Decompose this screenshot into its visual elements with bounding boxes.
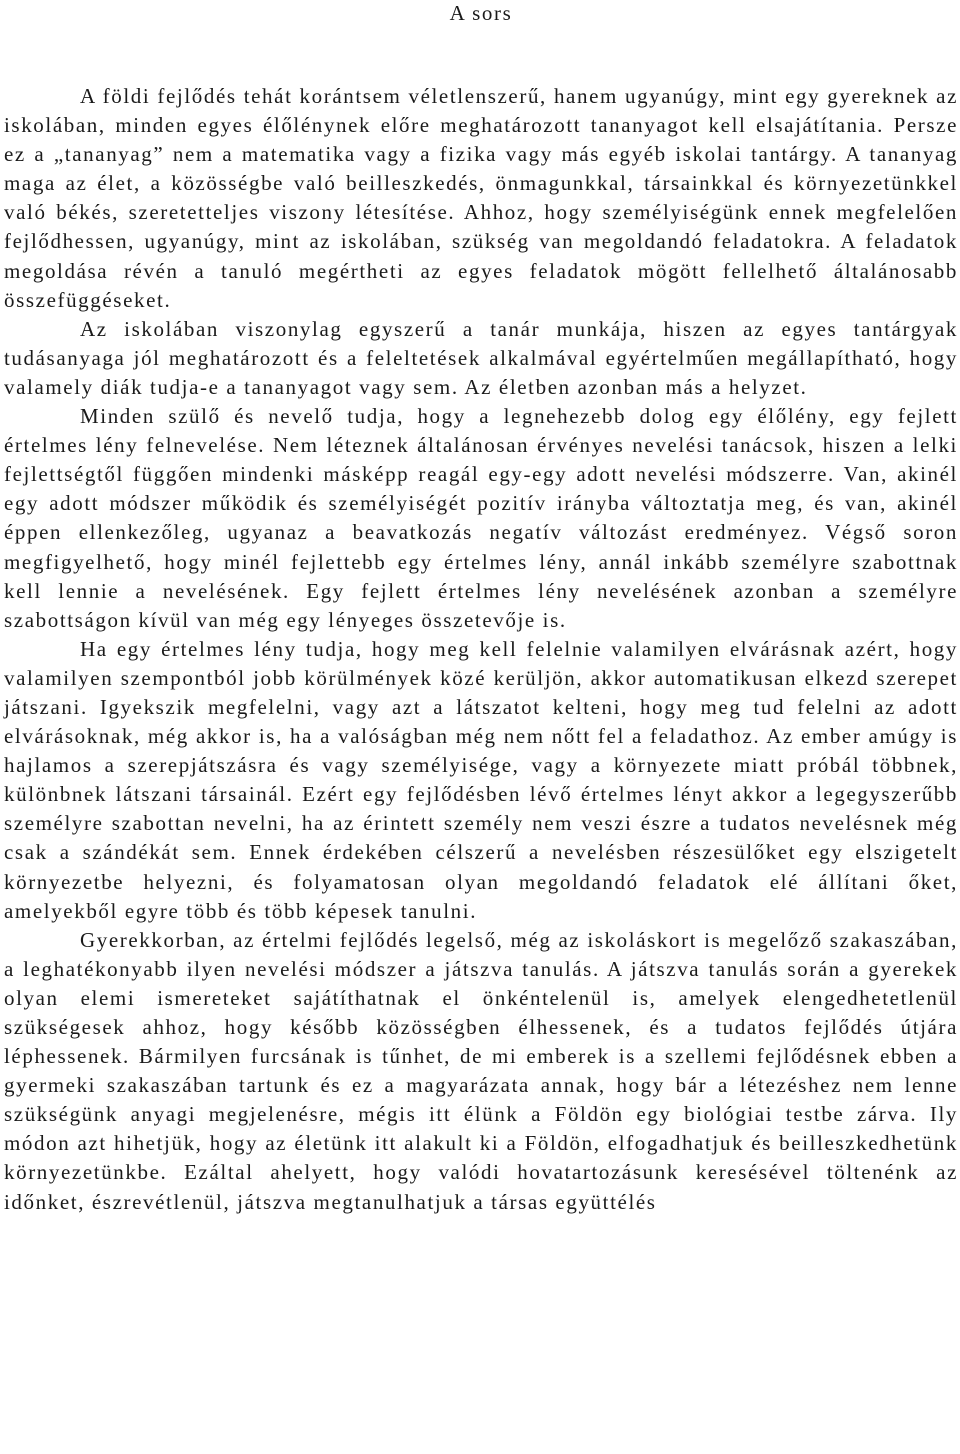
document-page <box>4 0 958 1217</box>
paragraph-2: Az iskolában viszonylag egyszerű a tanár munkája, hiszen az egyes tantárgyak tudásanyaga jól meghatározott és a feleltetések alkalmával egyértelműen megállapítható, hogy valamely diák tudja-e a tananyagot vagy sem. Az életben azonban más a helyzet. <box>4 316 958 399</box>
paragraph-5: Gyerekkorban, az értelmi fejlődés legelső, még az iskoláskort is megelőző szakaszában, a leghatékonyabb ilyen nevelési módszer a játszva tanulás. A játszva tanulás során a gyerekek olyan elemi ismereteket sajátíthatnak el önkéntelenül is, amelyek elengedhetetlenül szükségesek ahhoz, hogy később közösségben élhessenek, és a tudatos fejlődés útjára léphessenek. Bármilyen furcsának is tűnhet, de mi emberek is a szellemi fejlődésnek ebben a gyermeki szakaszában tartunk és ez a magyarázata annak, hogy bár a létezéshez nem lenne szükségünk anyagi megjelenésre, mégis itt élünk a Földön egy biológiai testbe zárva. Ily módon azt hihetjük, hogy az életünk itt alakult ki a Földön, elfogadhatjuk és beilleszkedhetünk környezetünkbe. Ezáltal ahelyett, hogy valódi hovatartozásunk keresésével töltenénk az időnket, észrevétlenül, játszva megtanulhatjuk a társas együttélés <box>4 927 958 1214</box>
paragraph-1: A földi fejlődés tehát korántsem véletlenszerű, hanem ugyanúgy, mint egy gyereknek az iskolában, minden egyes élőlénynek előre meghatározott tananyagot kell elsajátítania. Persze ez a „tananyag” nem a matematika vagy a fizika vagy más egyéb iskolai tantárgy. A tananyag maga az élet, a közösségbe való beilleszkedés, önmagunkkal, társainkkal és környezetünkkel való békés, szeretetteljes viszony létesítése. Ahhoz, hogy személyiségünk ennek megfelelően fejlődhessen, ugyanúgy, mint az iskolában, szükség van megoldandó feladatokra. A feladatok megoldása révén a tanuló megértheti az egyes feladatok mögött fellelhető általánosabb összefüggéseket. <box>4 84 958 312</box>
title-spacer <box>4 29 958 82</box>
paragraph-3: Minden szülő és nevelő tudja, hogy a legnehezebb dolog egy élőlény, egy fejlett értelmes lény felnevelése. Nem léteznek általánosan érvényes nevelési tanácsok, hiszen a lelki fejlettségtől függően mindenki másképp reagál egy-egy adott nevelési módszerre. Van, akinél egy adott módszer működik és személyiségét pozitív irányba változtatja meg, és van, akinél éppen ellenkezőleg, ugyanaz a beavatkozás negatív változást eredményez. Végső soron megfigyelhető, hogy minél fejlettebb egy értelmes lény, annál inkább személyre szabottnak kell lennie a nevelésének. Egy fejlett értelmes lény nevelésének azonban a személyre szabottságon kívül van még egy lényeges összetevője is. <box>4 404 958 632</box>
document-title: A sors <box>449 1 513 25</box>
paragraph-4: Ha egy értelmes lény tudja, hogy meg kell felelnie valamilyen elvárásnak azért, hogy valamilyen szempontból jobb körülmények közé kerüljön, akkor automatikusan elkezd szerepet játszani. Igyekszik megfelelni, vagy azt a látszatot kelteni, hogy meg tud felelni az adott elvárásoknak, még akkor is, ha a valóságban még nem nőtt fel a feladathoz. Az ember amúgy is hajlamos a szerepjátszásra és vagy személyisége, vagy a környezete miatt próbál többnek, különbnek látszani társainál. Ezért egy fejlődésben lévő értelmes lényt akkor a legegyszerűbb személyre szabottan nevelni, ha az érintett személy nem veszi észre a tudatos nevelésnek még csak a szándékát sem. Ennek érdekében célszerű a nevelésben részesülőket egy elszigetelt környezetbe helyezni, és folyamatosan olyan megoldandó feladatok elé állítani őket, amelyekből egyre több és több képesek tanulni. <box>4 636 958 923</box>
